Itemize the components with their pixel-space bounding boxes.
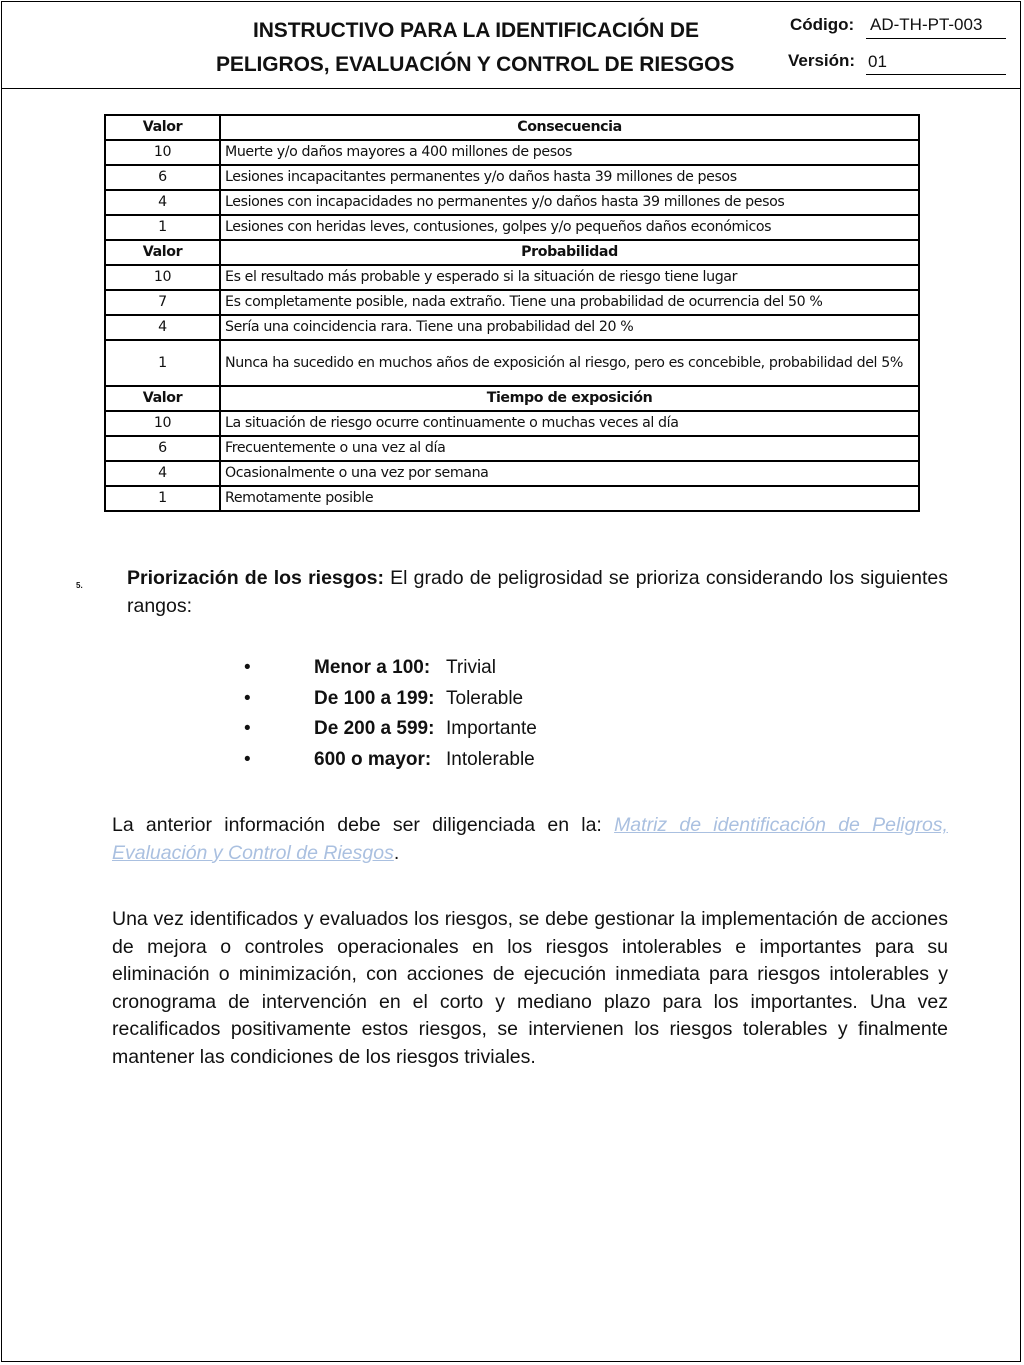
row-description: Es completamente posible, nada extraño. Tiene una probabilidad de ocurrencia del 50 % <box>220 290 919 315</box>
range-label: Menor a 100: <box>314 657 431 678</box>
version-value: 01 <box>868 52 887 71</box>
value-column-header: Valor <box>105 386 220 411</box>
row-description: Es el resultado más probable y esperado si la situación de riesgo tiene lugar <box>220 265 919 290</box>
row-value: 1 <box>105 486 220 511</box>
row-description: Frecuentemente o una vez al día <box>220 436 919 461</box>
risk-criteria-table <box>104 114 920 512</box>
matrix-reference-tail: . <box>393 841 400 864</box>
row-description: Muerte y/o daños mayores a 400 millones de pesos <box>220 140 919 165</box>
version-underline <box>866 74 1006 75</box>
row-value: 1 <box>105 340 220 386</box>
consequence-header: Consecuencia <box>220 115 919 140</box>
range-value: Importante <box>446 718 537 740</box>
header-divider <box>1 88 1021 89</box>
row-value: 7 <box>105 290 220 315</box>
row-description: La situación de riesgo ocurre continuamente o muchas veces al día <box>220 411 919 436</box>
table-row <box>105 340 919 386</box>
code-value: AD-TH-PT-003 <box>870 15 983 34</box>
range-value: Tolerable <box>446 687 524 709</box>
range-value: Intolerable <box>446 749 535 771</box>
prioritization-paragraph <box>127 565 948 620</box>
bullet-icon: • <box>244 749 251 771</box>
row-description: Ocasionalmente o una vez por semana <box>220 461 919 486</box>
row-value: 6 <box>105 436 220 461</box>
row-value: 1 <box>105 215 220 240</box>
table-row <box>105 315 919 340</box>
bullet-icon: • <box>244 687 251 709</box>
row-value: 4 <box>105 190 220 215</box>
table-row <box>105 140 919 165</box>
range-label: De 100 a 199: <box>314 687 435 709</box>
table-row <box>105 436 919 461</box>
table-row <box>105 215 919 240</box>
section-number: 5. <box>76 581 83 590</box>
table-row <box>105 265 919 290</box>
row-value: 4 <box>105 315 220 340</box>
table-row <box>105 165 919 190</box>
range-value: Trivial <box>446 657 496 678</box>
range-label: De 200 a 599: <box>314 718 435 740</box>
row-description: Remotamente posible <box>220 486 919 511</box>
code-label: Código: <box>790 15 855 34</box>
code-underline <box>866 38 1006 39</box>
row-description: Lesiones con heridas leves, contusiones, golpes y/o pequeños daños económicos <box>220 215 919 240</box>
matrix-reference-paragraph <box>112 812 948 867</box>
row-value: 10 <box>105 411 220 436</box>
prioritization-intro: El grado de peligrosidad se prioriza considerando los siguientes rangos: <box>127 567 948 617</box>
table-row <box>105 190 919 215</box>
row-value: 10 <box>105 140 220 165</box>
matrix-reference-lead: La anterior información debe ser diligenciada en la: <box>112 814 602 836</box>
bullet-icon: • <box>244 718 251 740</box>
range-label: 600 o mayor: <box>314 749 432 771</box>
table-section-header <box>105 386 919 411</box>
row-description: Lesiones incapacitantes permanentes y/o daños hasta 39 millones de pesos <box>220 165 919 190</box>
table-row <box>105 461 919 486</box>
row-description: Lesiones con incapacidades no permanentes y/o daños hasta 39 millones de pesos <box>220 190 919 215</box>
row-description: Sería una coincidencia rara. Tiene una probabilidad del 20 % <box>220 315 919 340</box>
prioritization-heading: Priorización de los riesgos: <box>127 567 384 589</box>
row-value: 6 <box>105 165 220 190</box>
table-row <box>105 290 919 315</box>
row-value: 10 <box>105 265 220 290</box>
bullet-icon: • <box>244 657 251 678</box>
table-section-header <box>105 115 919 140</box>
document-title-line-1: INSTRUCTIVO PARA LA IDENTIFICACIÓN DE <box>253 19 699 42</box>
document-title-line-2: PELIGROS, EVALUACIÓN Y CONTROL DE RIESGOS <box>216 53 735 76</box>
table-row <box>105 411 919 436</box>
exposure-time-header: Tiempo de exposición <box>220 386 919 411</box>
row-value: 4 <box>105 461 220 486</box>
version-label: Versión: <box>788 51 856 70</box>
value-column-header: Valor <box>105 115 220 140</box>
risk-management-paragraph: Una vez identificados y evaluados los riesgos, se debe gestionar la implementación de acciones de mejora o controles operacionales en los riesgos intolerables e importantes para su eliminación o minimización, con acciones de ejecución inmediata para riesgos intolerables y cronograma de intervención en el corto y mediano plazo para los importantes. Una vez recalificados positivamente estos riesgos, se intervienen los riesgos tolerables y finalmente mantener las condiciones de los riesgos triviales. <box>112 908 948 1068</box>
probability-header: Probabilidad <box>220 240 919 265</box>
row-description: Nunca ha sucedido en muchos años de exposición al riesgo, pero es concebible, probabilidad del 5% <box>220 340 919 386</box>
table-section-header <box>105 240 919 265</box>
value-column-header: Valor <box>105 240 220 265</box>
matrix-link[interactable]: Matriz de identificación de Peligros, Evaluación y Control de Riesgos <box>112 814 948 864</box>
table-row <box>105 486 919 511</box>
